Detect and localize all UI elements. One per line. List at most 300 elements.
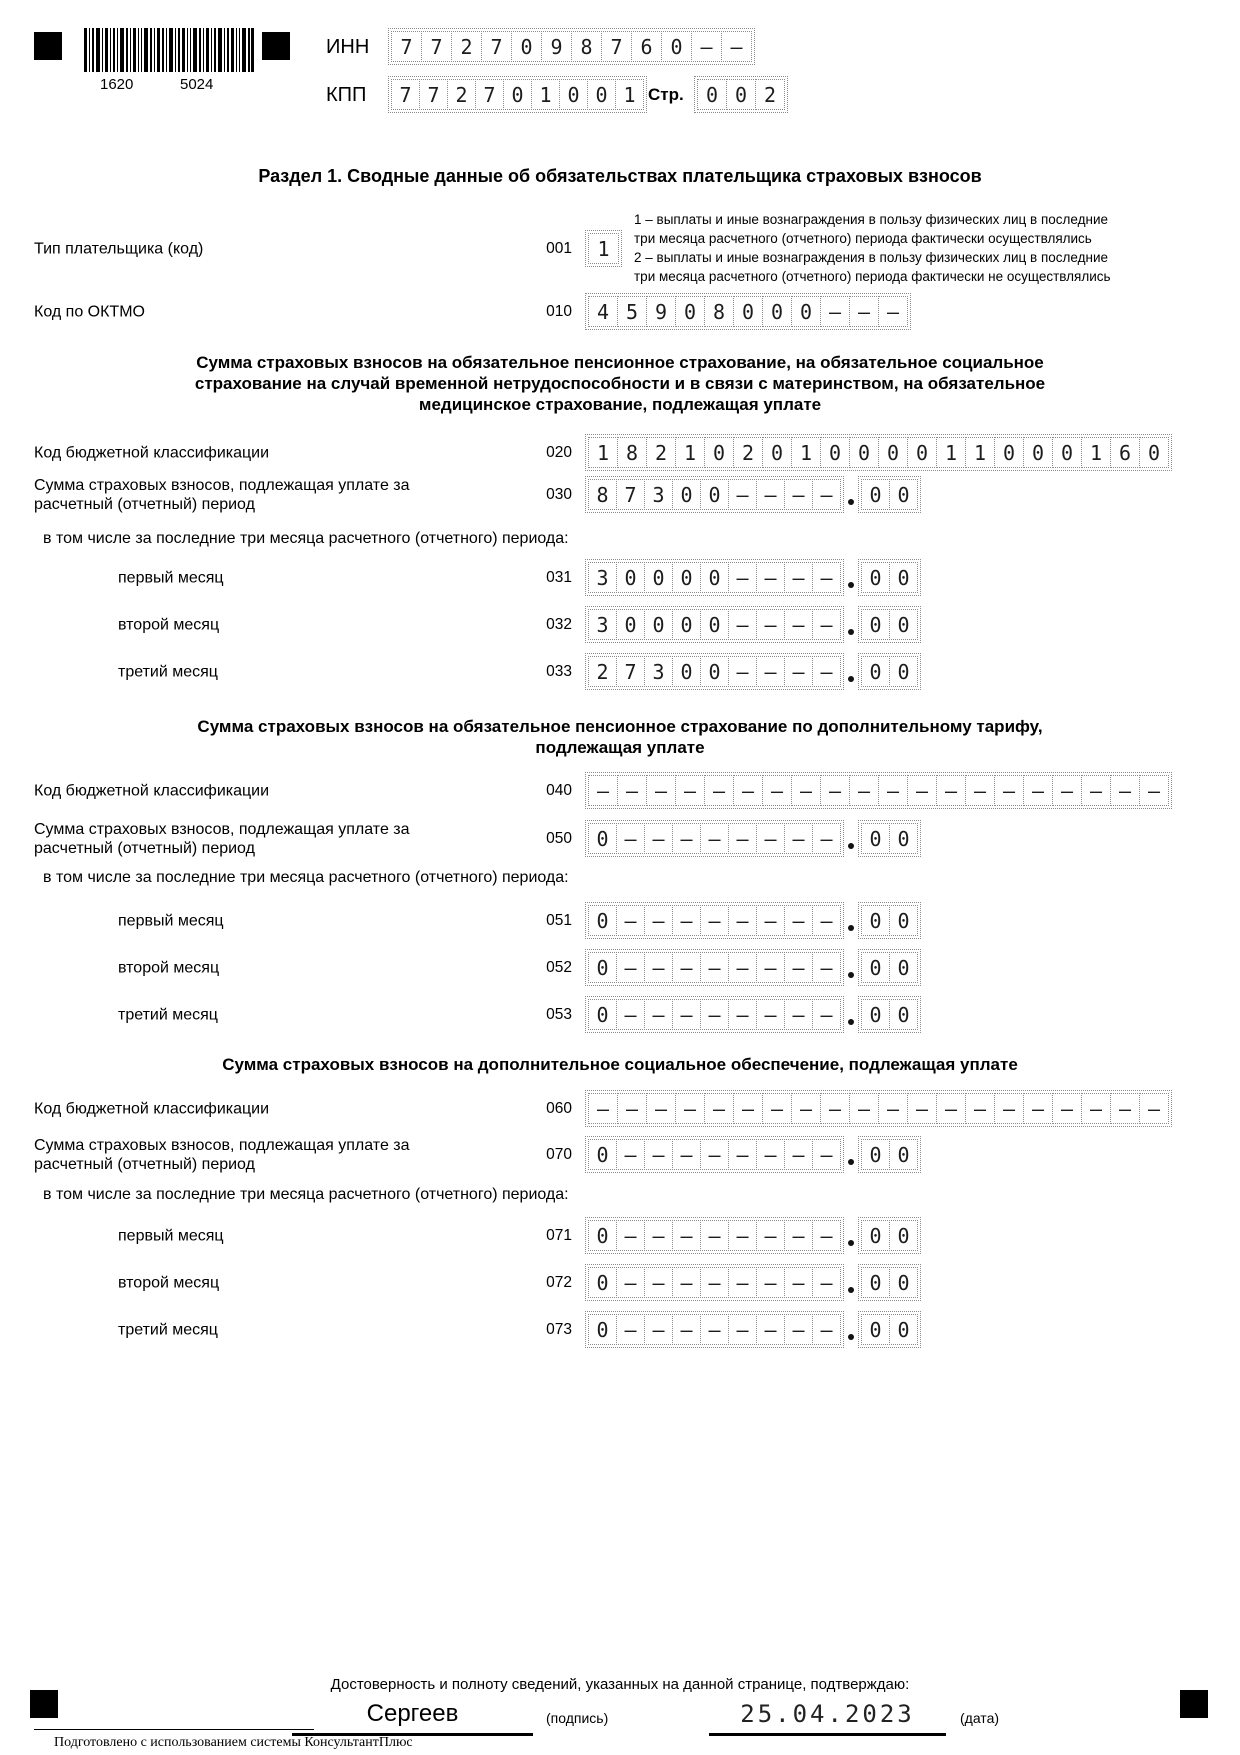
form-cell: 3 (644, 656, 673, 687)
form-cell: 1 (531, 79, 560, 110)
row-month-071 (34, 1217, 1212, 1254)
form-cell: 3 (588, 609, 617, 640)
form-cell: – (878, 775, 908, 806)
form-cell: – (1139, 775, 1169, 806)
form-cell: 7 (616, 656, 645, 687)
form-cell: 1 (588, 233, 619, 264)
form-cell: 0 (861, 1314, 890, 1345)
form-cell: – (756, 952, 785, 983)
form-cell: – (1081, 775, 1111, 806)
form-cell: – (700, 905, 729, 936)
form-cell: 7 (391, 79, 420, 110)
form-cell: 0 (672, 562, 701, 593)
form-cell: – (812, 999, 841, 1030)
page-number-cells (694, 76, 788, 113)
form-cell: 0 (861, 1139, 890, 1170)
kpp-cells (388, 76, 647, 113)
form-cell: 0 (675, 296, 705, 327)
form-cell: 0 (588, 999, 617, 1030)
form-cell: – (644, 1220, 673, 1251)
field-label: третий месяц (118, 1321, 218, 1338)
form-cell: – (784, 479, 813, 510)
form-cell: 0 (889, 1139, 918, 1170)
form-cell: 0 (994, 437, 1024, 468)
form-cell: 0 (791, 296, 821, 327)
form-cell: 0 (861, 1267, 890, 1298)
field-label: Сумма страховых взносов, подлежащая уплате за расчетный (отчетный) период (34, 476, 410, 513)
form-cell: 1 (1081, 437, 1111, 468)
form-cell: – (733, 1093, 763, 1124)
line-code: 050 (546, 829, 572, 847)
form-cell: 0 (672, 656, 701, 687)
form-cell: – (812, 609, 841, 640)
form-cell: – (700, 823, 729, 854)
heading-line: Сумма страховых взносов на дополнительное социальное обеспечение, подлежащая уплате (222, 1055, 1018, 1074)
form-cell: – (812, 562, 841, 593)
form-cell: 1 (675, 437, 705, 468)
form-cell: – (812, 905, 841, 936)
form-cell: 7 (419, 79, 448, 110)
form-cell: 0 (588, 1220, 617, 1251)
form-cell: 0 (861, 609, 890, 640)
form-cell: – (588, 775, 618, 806)
form-cell: 0 (616, 562, 645, 593)
form-cell: – (691, 31, 722, 62)
form-cell: – (784, 1314, 813, 1345)
form-cell: – (994, 1093, 1024, 1124)
form-cell: – (646, 775, 676, 806)
form-cell: 0 (700, 609, 729, 640)
form-cell: – (784, 823, 813, 854)
form-cell: 2 (447, 79, 476, 110)
form-cell: 0 (672, 479, 701, 510)
line-code: 053 (546, 1005, 572, 1023)
amount-kop-cells (858, 1264, 921, 1301)
line-code: 073 (546, 1320, 572, 1338)
form-cell: – (644, 952, 673, 983)
registration-mark-top-left (34, 32, 62, 60)
form-cell: – (812, 1220, 841, 1251)
form-cell: – (936, 1093, 966, 1124)
form-cell: – (820, 296, 850, 327)
note-line: три месяца расчетного (отчетного) периода фактически не осуществлялись (634, 269, 1111, 284)
form-cell: – (1110, 1093, 1140, 1124)
form-cell: 1 (588, 437, 618, 468)
form-cell: 0 (588, 1139, 617, 1170)
field-label: Тип плательщика (код) (34, 240, 204, 257)
form-cell: – (756, 1267, 785, 1298)
form-cell: 0 (1139, 437, 1169, 468)
form-cell: – (672, 952, 701, 983)
field-label: третий месяц (118, 663, 218, 680)
footnote-rule (34, 1729, 314, 1730)
form-cell: – (878, 1093, 908, 1124)
form-cell: 7 (391, 31, 422, 62)
date-caption: (дата) (960, 1710, 1000, 1726)
inn-cells (388, 28, 755, 65)
amount-rub-cells (585, 1311, 844, 1348)
row-month-052 (34, 949, 1212, 986)
form-cell: 0 (889, 609, 918, 640)
form-cell: 0 (588, 1314, 617, 1345)
form-cell: – (700, 952, 729, 983)
form-cell: 0 (907, 437, 937, 468)
form-cell: 0 (889, 1220, 918, 1251)
line-code: 060 (546, 1099, 572, 1117)
payer-type-note (634, 210, 1214, 286)
amount-rub-cells (585, 1217, 844, 1254)
registration-mark-bottom-left (30, 1690, 58, 1718)
form-cell: – (784, 999, 813, 1030)
form-cell: – (728, 823, 757, 854)
form-cell: – (588, 1093, 618, 1124)
row-month-031 (34, 559, 1212, 596)
row-kbk-040 (34, 772, 1212, 809)
decimal-separator (848, 1240, 854, 1246)
form-cell: 0 (889, 905, 918, 936)
form-cell: – (762, 1093, 792, 1124)
field-label: Код бюджетной классификации (34, 782, 270, 799)
form-cell: 0 (889, 999, 918, 1030)
form-cell: – (784, 1139, 813, 1170)
form-cell: – (965, 1093, 995, 1124)
form-cell: 6 (631, 31, 662, 62)
amount-rub-cells (585, 1136, 844, 1173)
form-cell: – (728, 1267, 757, 1298)
form-cell: – (644, 905, 673, 936)
row-kbk-020 (34, 434, 1212, 471)
heading-line: Сумма страховых взносов на обязательное пенсионное страхование по дополнительному тарифу, (197, 717, 1043, 736)
form-cell: 0 (762, 437, 792, 468)
form-cell: 8 (704, 296, 734, 327)
form-cell: 0 (849, 437, 879, 468)
row-oktmo-010 (34, 293, 1212, 330)
form-cell: 0 (588, 952, 617, 983)
form-cell: – (756, 1314, 785, 1345)
form-cell: – (820, 775, 850, 806)
registration-mark-bottom-right (1180, 1690, 1208, 1718)
form-cell: – (728, 1139, 757, 1170)
row-amount-050 (34, 820, 1212, 857)
line-code: 032 (546, 615, 572, 633)
form-cell: – (1023, 1093, 1053, 1124)
line-code: 033 (546, 662, 572, 680)
form-cell: 3 (588, 562, 617, 593)
form-cell: 0 (861, 656, 890, 687)
note-line: три месяца расчетного (отчетного) периода фактически осуществлялись (634, 231, 1092, 246)
form-cell: 0 (588, 823, 617, 854)
form-cell: 7 (421, 31, 452, 62)
confirmation-statement: Достоверность и полноту сведений, указанных на данной странице, подтверждаю: (330, 1676, 910, 1693)
amount-rub-cells (585, 902, 844, 939)
form-cell: – (728, 999, 757, 1030)
form-cell: – (644, 823, 673, 854)
form-cell: – (728, 1314, 757, 1345)
amount-kop-cells (858, 653, 921, 690)
form-cell: – (616, 905, 645, 936)
registration-mark-top-inner (262, 32, 290, 60)
form-cell: 0 (861, 952, 890, 983)
amount-rub-cells (585, 996, 844, 1033)
form-cell: – (672, 1267, 701, 1298)
form-cell: – (646, 1093, 676, 1124)
row-kbk-060 (34, 1090, 1212, 1127)
row-month-053 (34, 996, 1212, 1033)
form-cell: – (672, 1139, 701, 1170)
heading-line: медицинское страхование, подлежащая уплате (418, 395, 822, 414)
decimal-separator (848, 1019, 854, 1025)
kpp-label: КПП (326, 84, 367, 106)
amount-kop-cells (858, 476, 921, 513)
form-cell: 1 (791, 437, 821, 468)
line-code: 031 (546, 568, 572, 586)
form-cell: – (878, 296, 908, 327)
signature-name: Сергеев (366, 1700, 459, 1727)
form-cell: – (644, 1139, 673, 1170)
section-heading-3 (70, 1054, 1170, 1075)
section-title: Раздел 1. Сводные данные об обязательствах плательщика страховых взносов (258, 166, 982, 186)
form-cell: 3 (644, 479, 673, 510)
subnote-3: в том числе за последние три месяца расчетного (отчетного) периода: (43, 1186, 569, 1203)
form-cell: – (644, 999, 673, 1030)
form-cell: – (700, 1139, 729, 1170)
form-cell: 0 (587, 79, 616, 110)
decimal-separator (848, 582, 854, 588)
field-label: Код бюджетной классификации (34, 444, 270, 461)
form-cell: – (756, 479, 785, 510)
form-cell: – (936, 775, 966, 806)
amount-rub-cells (585, 606, 844, 643)
form-cell: – (791, 775, 821, 806)
amount-rub-cells (585, 653, 844, 690)
form-cell: – (616, 1267, 645, 1298)
form-cell: – (1110, 775, 1140, 806)
form-cell: 0 (1052, 437, 1082, 468)
form-cell: – (812, 1267, 841, 1298)
form-cell: – (994, 775, 1024, 806)
field-label: второй месяц (118, 616, 220, 633)
decimal-separator (848, 1159, 854, 1165)
field-label: Сумма страховых взносов, подлежащая уплате за расчетный (отчетный) период (34, 1136, 410, 1173)
decimal-separator (848, 629, 854, 635)
form-cell: – (756, 562, 785, 593)
decimal-separator (848, 843, 854, 849)
form-cell: 2 (755, 79, 785, 110)
form-cell: 0 (889, 656, 918, 687)
form-cell: – (616, 999, 645, 1030)
form-cell: – (756, 999, 785, 1030)
form-cell: 1 (965, 437, 995, 468)
form-cell: 0 (861, 562, 890, 593)
amount-rub-cells (585, 820, 844, 857)
form-cell: 2 (451, 31, 482, 62)
form-cell: – (733, 775, 763, 806)
field-label: первый месяц (118, 569, 224, 586)
form-cell: 1 (615, 79, 644, 110)
form-cell: 5 (617, 296, 647, 327)
inn-label: ИНН (326, 36, 370, 58)
form-cell: – (907, 1093, 937, 1124)
form-cell: 0 (697, 79, 727, 110)
amount-kop-cells (858, 996, 921, 1033)
form-cell: – (812, 1314, 841, 1345)
form-cell: 0 (889, 952, 918, 983)
form-cell: – (907, 775, 937, 806)
form-cell: 7 (616, 479, 645, 510)
form-cell: 0 (700, 656, 729, 687)
heading-line: Сумма страховых взносов на обязательное пенсионное страхование, на обязательное социальное (196, 353, 1044, 372)
form-cell: – (849, 775, 879, 806)
form-cell: 6 (1110, 437, 1140, 468)
form-cell: 0 (559, 79, 588, 110)
form-cell: 7 (481, 31, 512, 62)
form-cell: – (728, 952, 757, 983)
form-cell: – (617, 1093, 647, 1124)
decimal-separator (848, 676, 854, 682)
form-cell: – (700, 1220, 729, 1251)
form-cell: 0 (588, 1267, 617, 1298)
form-cell: – (704, 775, 734, 806)
decimal-separator (848, 1334, 854, 1340)
kbk-cells (585, 434, 1172, 471)
form-cell: 7 (601, 31, 632, 62)
section-heading-1 (70, 352, 1170, 415)
form-cell: – (675, 1093, 705, 1124)
line-code: 052 (546, 958, 572, 976)
form-cell: 0 (861, 999, 890, 1030)
field-label: первый месяц (118, 1227, 224, 1244)
form-cell: – (616, 1220, 645, 1251)
form-barcode (84, 28, 254, 104)
row-month-072 (34, 1264, 1212, 1301)
form-cell: – (1052, 1093, 1082, 1124)
form-cell: – (616, 952, 645, 983)
amount-rub-cells (585, 559, 844, 596)
barcode-number-left: 1620 (100, 76, 134, 93)
form-cell: – (644, 1314, 673, 1345)
form-cell: – (728, 562, 757, 593)
decimal-separator (848, 1287, 854, 1293)
form-cell: – (644, 1267, 673, 1298)
note-line: 2 – выплаты и иные вознаграждения в пользу физических лиц в последние (634, 250, 1108, 265)
line-code: 071 (546, 1226, 572, 1244)
form-cell: – (616, 823, 645, 854)
line-code: 010 (546, 302, 572, 320)
form-cell: 0 (726, 79, 756, 110)
form-cell: – (728, 656, 757, 687)
form-cell: – (756, 823, 785, 854)
form-cell: 0 (661, 31, 692, 62)
form-cell: – (849, 296, 879, 327)
amount-kop-cells (858, 1311, 921, 1348)
amount-kop-cells (858, 559, 921, 596)
field-label: первый месяц (118, 912, 224, 929)
form-cell: – (812, 656, 841, 687)
form-cell: 0 (861, 823, 890, 854)
form-cell: 0 (616, 609, 645, 640)
subnote-1: в том числе за последние три месяца расчетного (отчетного) периода: (43, 530, 569, 547)
form-cell: – (784, 952, 813, 983)
signature-date: 25.04.2023 (740, 1700, 915, 1728)
amount-kop-cells (858, 606, 921, 643)
row-amount-070 (34, 1136, 1212, 1173)
form-cell: – (784, 1220, 813, 1251)
form-cell: 0 (700, 562, 729, 593)
field-label: второй месяц (118, 959, 220, 976)
decimal-separator (848, 925, 854, 931)
form-cell: – (700, 1314, 729, 1345)
signature-caption: (подпись) (546, 1710, 609, 1726)
form-cell: – (728, 609, 757, 640)
payer-type-cell (585, 230, 622, 267)
row-amount-030 (34, 476, 1212, 513)
field-label: Код по ОКТМО (34, 303, 145, 320)
form-cell: 0 (1023, 437, 1053, 468)
form-cell: – (700, 999, 729, 1030)
form-cell: – (1052, 775, 1082, 806)
field-label: Код бюджетной классификации (34, 1100, 270, 1117)
line-code: 020 (546, 443, 572, 461)
form-cell: – (812, 479, 841, 510)
prepared-note: Подготовлено с использованием системы КонсультантПлюс (54, 1735, 413, 1750)
form-cell: 0 (511, 31, 542, 62)
form-cell: 0 (733, 296, 763, 327)
form-cell: 0 (889, 1314, 918, 1345)
form-cell: – (812, 823, 841, 854)
line-code: 030 (546, 485, 572, 503)
note-line: 1 – выплаты и иные вознаграждения в пользу физических лиц в последние (634, 212, 1108, 227)
form-cell: 2 (588, 656, 617, 687)
form-cell: 8 (571, 31, 602, 62)
form-cell: – (784, 562, 813, 593)
form-cell: 0 (861, 905, 890, 936)
form-cell: – (1081, 1093, 1111, 1124)
amount-kop-cells (858, 949, 921, 986)
form-cell: – (784, 609, 813, 640)
line-code: 051 (546, 911, 572, 929)
amount-kop-cells (858, 820, 921, 857)
form-cell: 9 (646, 296, 676, 327)
form-cell: 0 (704, 437, 734, 468)
row-month-073 (34, 1311, 1212, 1348)
form-cell: – (784, 905, 813, 936)
oktmo-cells (585, 293, 911, 330)
amount-rub-cells (585, 1264, 844, 1301)
form-cell: 0 (889, 1267, 918, 1298)
form-cell: – (756, 609, 785, 640)
form-cell: 0 (820, 437, 850, 468)
form-cell: 0 (889, 562, 918, 593)
amount-rub-cells (585, 949, 844, 986)
line-code: 070 (546, 1145, 572, 1163)
form-cell: – (728, 479, 757, 510)
form-cell: – (728, 1220, 757, 1251)
kbk-cells (585, 1090, 1172, 1127)
field-label: Сумма страховых взносов, подлежащая уплате за расчетный (отчетный) период (34, 820, 410, 857)
heading-line: подлежащая уплате (535, 738, 705, 757)
form-cell: 8 (617, 437, 647, 468)
decimal-separator (848, 499, 854, 505)
form-cell: – (672, 905, 701, 936)
form-cell: 7 (475, 79, 504, 110)
form-cell: – (784, 656, 813, 687)
form-cell: 0 (889, 823, 918, 854)
form-cell: 1 (936, 437, 966, 468)
form-cell: – (820, 1093, 850, 1124)
form-cell: 0 (672, 609, 701, 640)
form-cell: 0 (889, 479, 918, 510)
form-cell: – (675, 775, 705, 806)
